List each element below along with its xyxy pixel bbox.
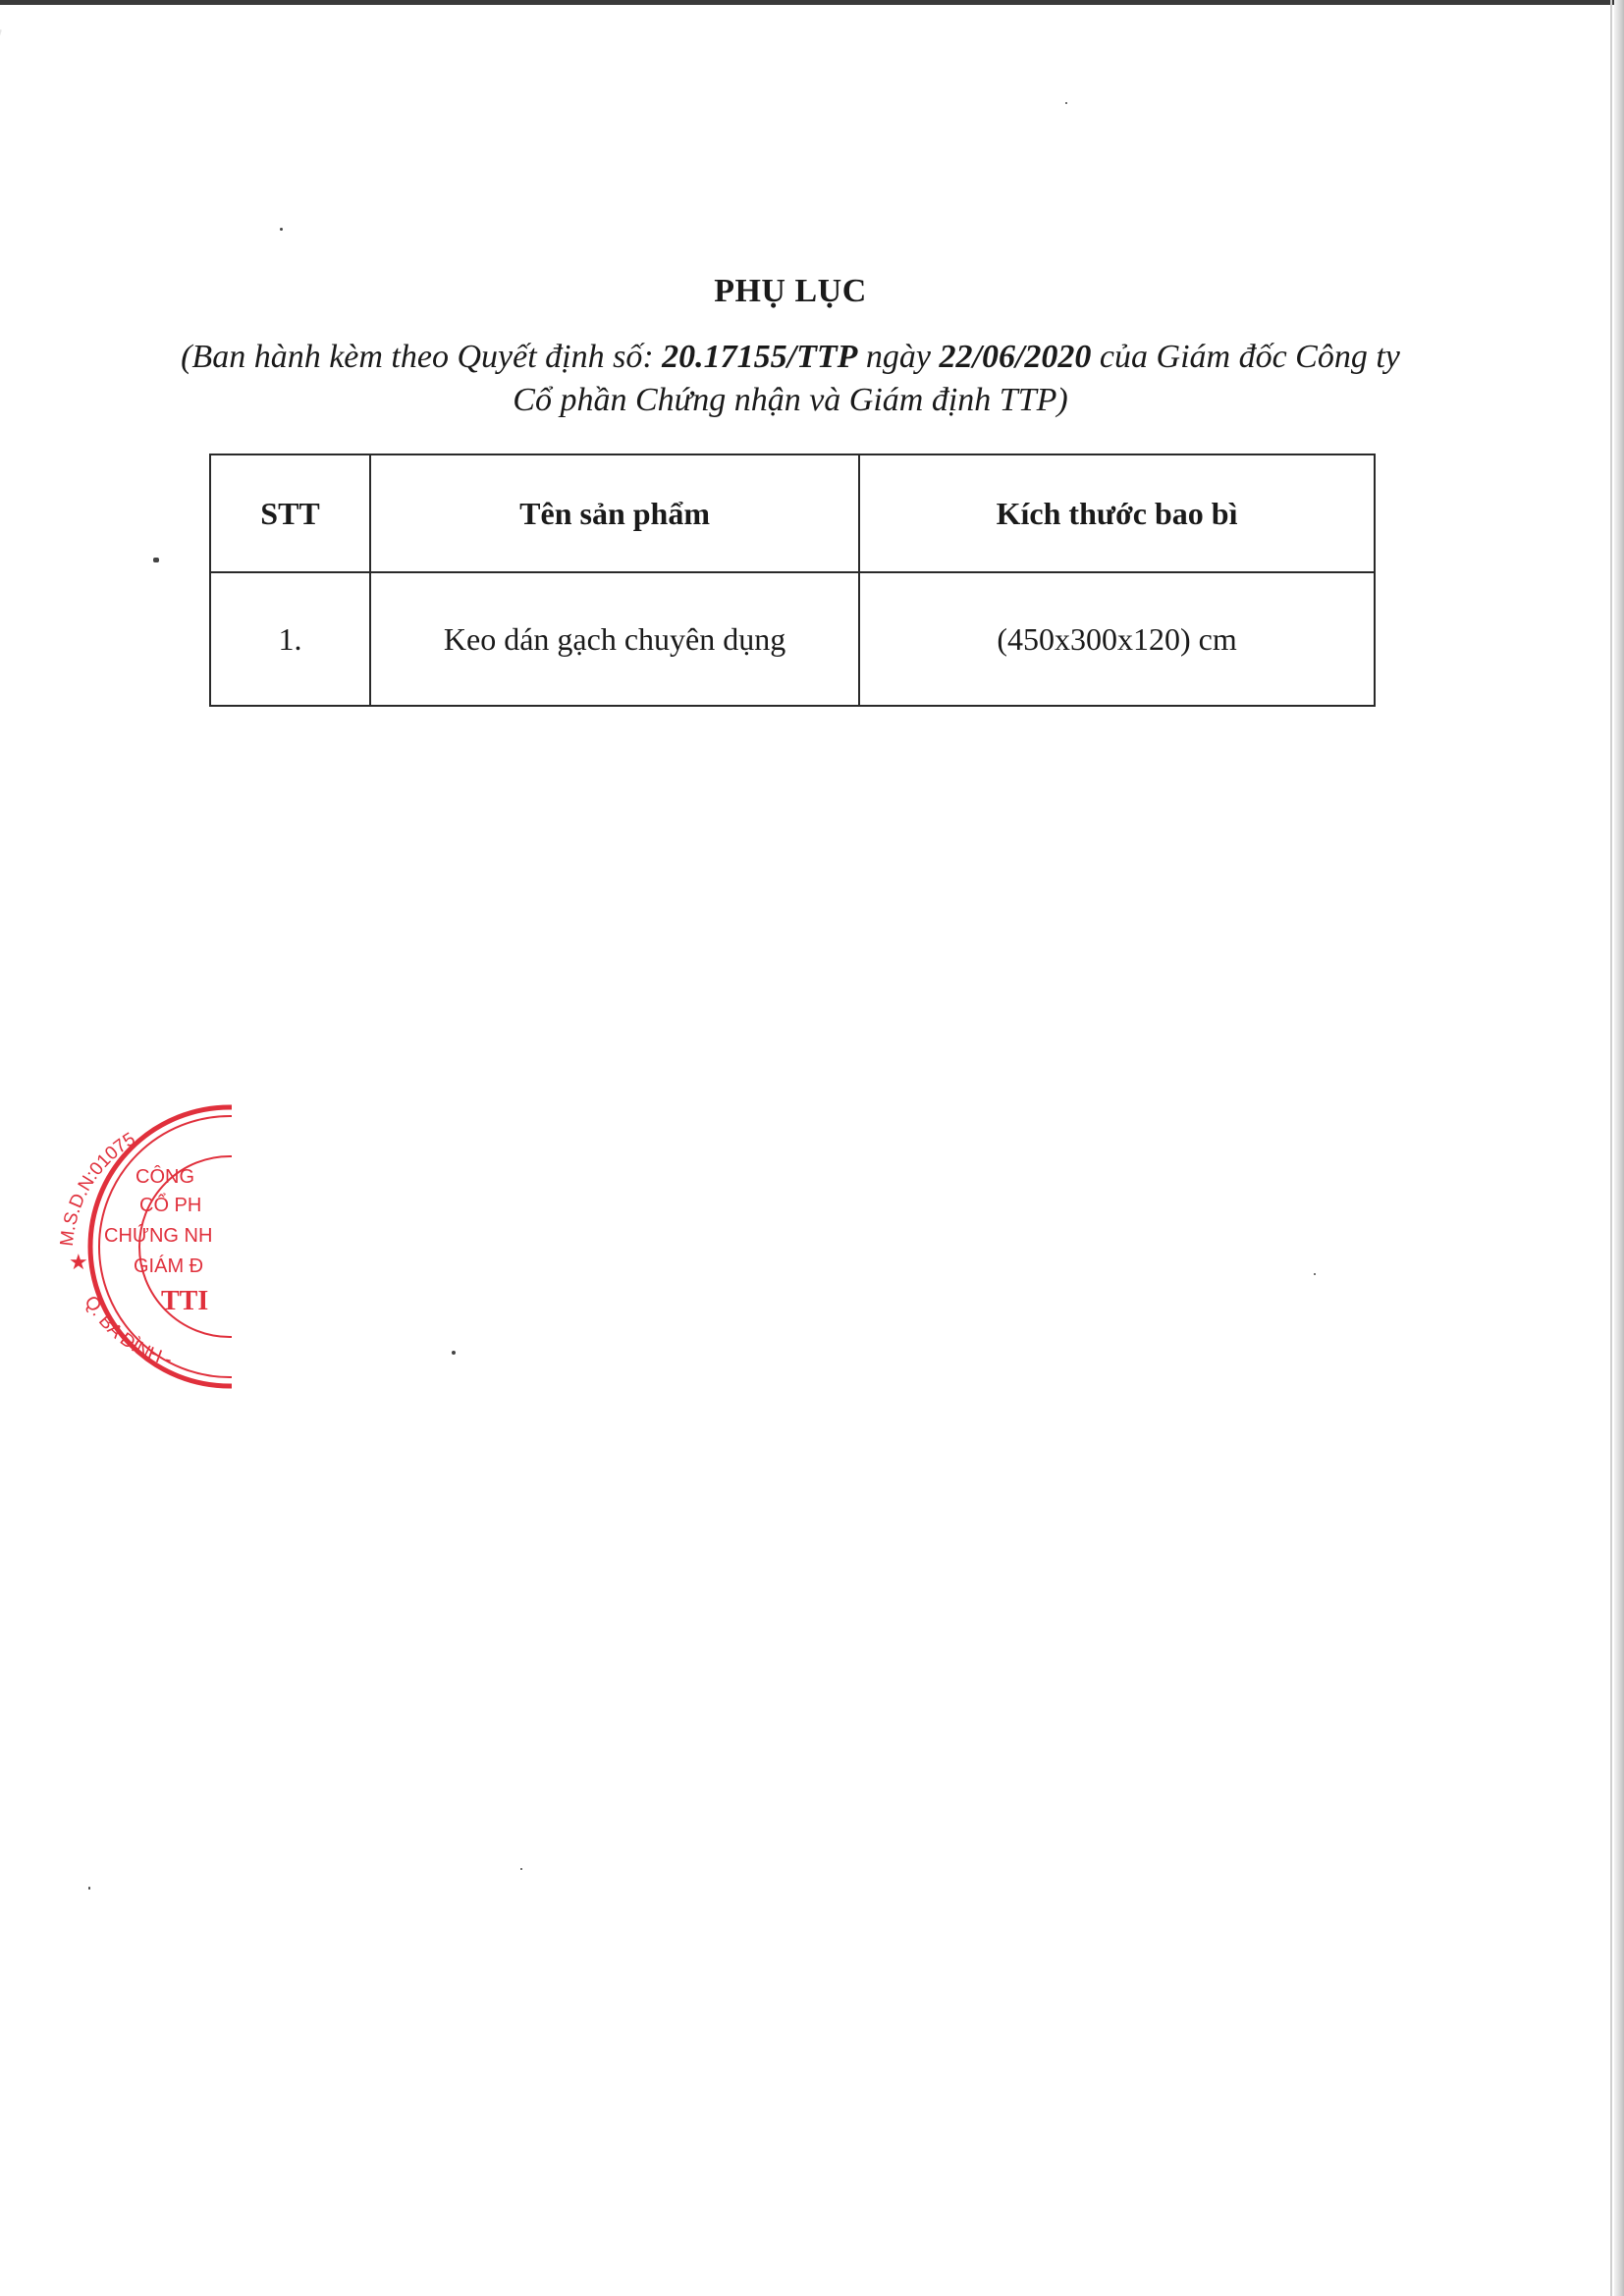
cell-package-size: (450x300x120) cm: [859, 572, 1375, 706]
subtitle-text: ngày: [857, 339, 940, 375]
svg-text:M.S.D.N:01075: M.S.D.N:01075: [56, 1129, 139, 1248]
svg-text:CHỨNG NH: CHỨNG NH: [104, 1225, 213, 1247]
scan-speck: [88, 1887, 90, 1890]
header-stt: STT: [210, 454, 370, 572]
decision-number: 20.17155/TTP: [662, 339, 858, 375]
company-seal-stamp: [45, 1099, 232, 1394]
scan-edge-top: [0, 0, 1624, 5]
svg-text:GIÁM Đ: GIÁM Đ: [134, 1255, 204, 1277]
document-subtitle: [147, 336, 1434, 422]
svg-text:CỔ PH: CỔ PH: [139, 1195, 202, 1216]
subtitle-text: của Giám đốc Công ty: [1091, 339, 1400, 375]
scan-speck: [520, 1868, 522, 1870]
cell-stt: 1.: [210, 572, 370, 706]
scan-speck: [280, 228, 283, 231]
scan-speck: [1314, 1273, 1316, 1275]
table-row: [210, 572, 1375, 706]
product-table: [209, 454, 1376, 707]
svg-text:CÔNG: CÔNG: [135, 1166, 194, 1188]
scan-edge-line: [1610, 0, 1612, 2296]
document-heading: PHỤ LỤC: [714, 273, 867, 309]
svg-text:TTI: TTI: [161, 1286, 209, 1316]
scan-speck: [153, 558, 159, 562]
table-header-row: [210, 454, 1375, 572]
subtitle-line-2: Cổ phần Chứng nhận và Giám định TTP): [513, 382, 1068, 418]
scan-artifact-line: [0, 29, 2, 207]
subtitle-text: (Ban hành kèm theo Quyết định số:: [181, 339, 663, 375]
header-package-size: Kích thước bao bì: [859, 454, 1375, 572]
decision-date: 22/06/2020: [939, 339, 1092, 375]
svg-text:Q. BA ĐÌNH -: Q. BA ĐÌNH -: [80, 1292, 175, 1371]
svg-text:★: ★: [69, 1250, 88, 1274]
cell-product-name: Keo dán gạch chuyên dụng: [370, 572, 859, 706]
scan-edge-right: [1614, 0, 1624, 2296]
scan-speck: [1065, 102, 1067, 104]
header-product-name: Tên sản phẩm: [370, 454, 859, 572]
scan-speck: [452, 1351, 456, 1355]
